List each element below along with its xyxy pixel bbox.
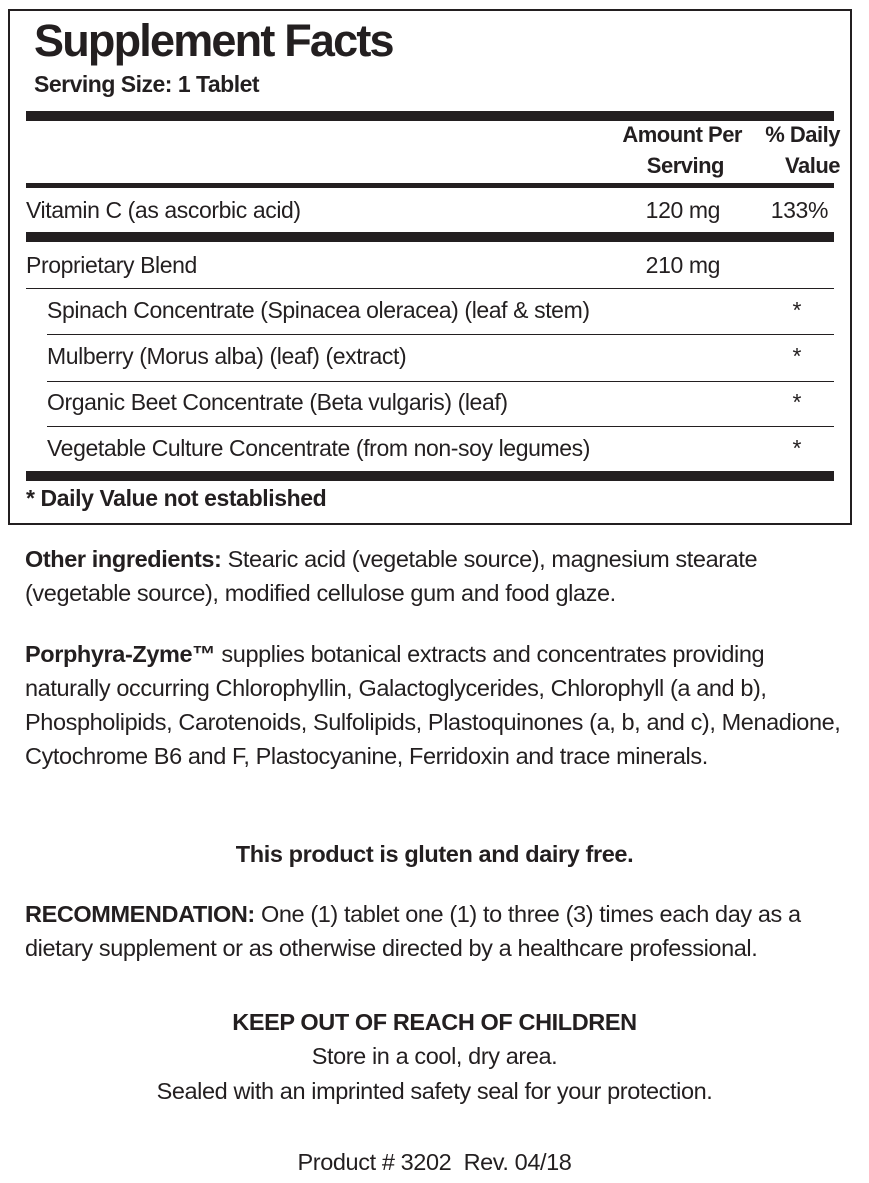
header-dv-line2: Value (785, 153, 840, 178)
daily-value-footnote: * Daily Value not established (26, 485, 327, 511)
gluten-statement: This product is gluten and dairy free. (235, 841, 634, 867)
daily-value-asterisk: * (792, 435, 801, 461)
ingredient-name: Organic Beet Concentrate (Beta vulgaris) (leaf) (47, 389, 508, 415)
panel-title: Supplement Facts (34, 15, 393, 66)
other-ingredients-text: Stearic acid (vegetable source), magnesium stearate (vegetable source), modified cellulose gum and food glaze. (25, 546, 758, 606)
product-number: Product # 3202 Rev. 04/18 (297, 1149, 572, 1175)
nutrient-amount: 120 mg (645, 197, 720, 223)
daily-value-asterisk: * (792, 343, 801, 369)
ingredient-name: Vegetable Culture Concentrate (from non-soy legumes) (47, 435, 590, 461)
nutrient-name: Proprietary Blend (26, 252, 197, 278)
thick-divider-middle (26, 232, 834, 242)
porphyra-label: Porphyra-Zyme™ (25, 641, 216, 667)
ingredient-row-spinach (10, 288, 850, 332)
header-dv-line1: % Daily (765, 122, 840, 147)
header-amount-line1: Amount Per (622, 122, 742, 147)
thick-divider-bottom (26, 471, 834, 481)
recommendation-text: One (1) tablet one (1) to three (3) times each day as a dietary supplement or as otherwise directed by a healthcare professional. (25, 901, 801, 961)
nutrient-row-vitamin-c (10, 188, 850, 232)
header-amount-line2: Serving (646, 153, 724, 178)
other-ingredients (25, 542, 845, 610)
serving-size: Serving Size: 1 Tablet (34, 71, 260, 97)
ingredient-name: Mulberry (Morus alba) (leaf) (extract) (47, 343, 407, 369)
safety-seal-note: Sealed with an imprinted safety seal for your protection. (156, 1078, 713, 1104)
recommendation-label: RECOMMENDATION: (25, 901, 255, 927)
header-daily-value (765, 119, 840, 181)
nutrient-amount: 210 mg (645, 252, 720, 278)
porphyra-text: supplies botanical extracts and concentrates providing naturally occurring Chlorophyllin, Galactoglycerides, Chlorophyll (a and b), Phospholipids, Carotenoids, Sulfolipids, Plastoquinones (a, b, and c), Menadione, Cytochrome B6 and F, Plastocyanine, Ferridoxin and trace minerals. (25, 641, 841, 769)
nutrient-row-proprietary-blend (10, 243, 850, 287)
storage-instructions: Store in a cool, dry area. (311, 1043, 558, 1069)
supplement-facts-panel (8, 9, 852, 525)
ingredient-row-beet (10, 380, 850, 424)
other-ingredients-label: Other ingredients: (25, 546, 222, 572)
daily-value-asterisk: * (792, 389, 801, 415)
nutrient-name: Vitamin C (as ascorbic acid) (26, 197, 301, 223)
ingredient-name: Spinach Concentrate (Spinacea oleracea) (leaf & stem) (47, 297, 590, 323)
nutrient-daily-value: 133% (770, 197, 828, 223)
ingredient-row-mulberry (10, 334, 850, 378)
ingredient-row-vegetable-culture (10, 426, 850, 470)
children-warning: KEEP OUT OF REACH OF CHILDREN (232, 1009, 637, 1035)
daily-value-asterisk: * (792, 297, 801, 323)
recommendation (25, 897, 845, 965)
header-amount-per-serving (622, 119, 742, 181)
porphyra-description (25, 637, 845, 773)
